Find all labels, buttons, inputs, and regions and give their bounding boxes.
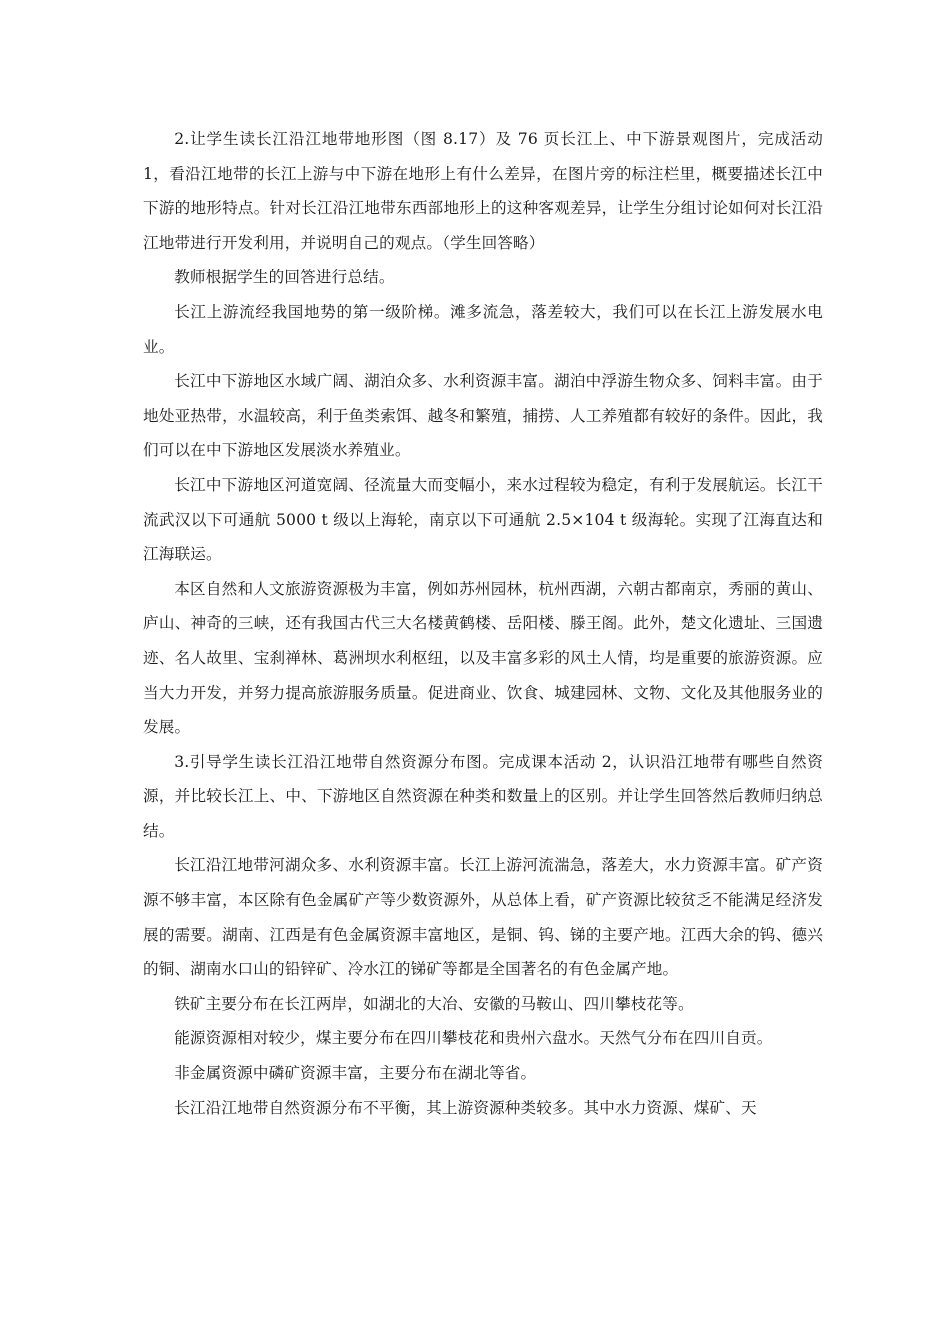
paragraph-phosphate: 非金属资源中磷矿资源丰富，主要分布在湖北等省。 — [174, 1064, 537, 1083]
paragraph-navigation: 长江中下游地区河道宽阔、径流量大而变幅小，来水过程较为稳定，有利于发展航运。长江干流武汉以下可通航 5000 t 级以上海轮，南京以下可通航 2.5×104 t 级海轮。实现了江海直达和江海联运。 — [143, 475, 823, 564]
document-body — [143, 122, 823, 1125]
paragraph-iron-ore: 铁矿主要分布在长江两岸，如湖北的大冶、安徽的马鞍山、四川攀枝花等。 — [174, 994, 694, 1013]
paragraph-aquaculture: 长江中下游地区水域广阔、湖泊众多、水利资源丰富。湖泊中浮游生物众多、饲料丰富。由于地处亚热带，水温较高，利于鱼类索饵、越冬和繁殖，捕捞、人工养殖都有较好的条件。因此，我们可以在中下游地区发展淡水养殖业。 — [143, 372, 823, 460]
paragraph-upper-reaches: 长江上游流经我国地势的第一级阶梯。滩多流急，落差较大，我们可以在长江上游发展水电业。 — [143, 302, 823, 356]
paragraph-teacher-summary: 教师根据学生的回答进行总结。 — [174, 268, 395, 287]
paragraph-distribution: 长江沿江地带自然资源分布不平衡，其上游资源种类较多。其中水力资源、煤矿、天 — [174, 1098, 757, 1117]
paragraph-tourism: 本区自然和人文旅游资源极为丰富，例如苏州园林，杭州西湖，六朝古都南京，秀丽的黄山、庐山、神奇的三峡，还有我国古代三大名楼黄鹤楼、岳阳楼、滕王阁。此外，楚文化遗址、三国遗迹、名人故里、宝刹禅林、葛洲坝水利枢纽，以及丰富多彩的风土人情，均是重要的旅游资源。应当大力开发，并努力提高旅游服务质量。促进商业、饮食、城建园林、文物、文化及其他服务业的发展。 — [143, 579, 823, 737]
paragraph-activity-1: 2.让学生读长江沿江地带地形图（图 8.17）及 76 页长江上、中下游景观图片，完成活动 1，看沿江地带的长江上游与中下游在地形上有什么差异，在图片旁的标注栏里，概要描述长江中下游的地形特点。针对长江沿江地带东西部地形上的这种客观差异，让学生分组讨论如何对长江沿江地带进行开发利用，并说明自己的观点。（学生回答略） — [143, 130, 823, 252]
paragraph-activity-2: 3.引导学生读长江沿江地带自然资源分布图。完成课本活动 2，认识沿江地带有哪些自然资源，并比较长江上、中、下游地区自然资源在种类和数量上的区别。并让学生回答然后教师归纳总结。 — [143, 752, 823, 840]
paragraph-mineral-resources: 长江沿江地带河湖众多、水利资源丰富。长江上游河流湍急，落差大，水力资源丰富。矿产资源不够丰富，本区除有色金属矿产等少数资源外，从总体上看，矿产资源比较贫乏不能满足经济发展的需要。湖南、江西是有色金属资源丰富地区，是铜、钨、锑的主要产地。江西大余的钨、德兴的铜、湖南水口山的铅锌矿、冷水江的锑矿等都是全国著名的有色金属产地。 — [143, 856, 823, 979]
paragraph-energy: 能源资源相对较少，煤主要分布在四川攀枝花和贵州六盘水。天然气分布在四川自贡。 — [174, 1029, 773, 1048]
